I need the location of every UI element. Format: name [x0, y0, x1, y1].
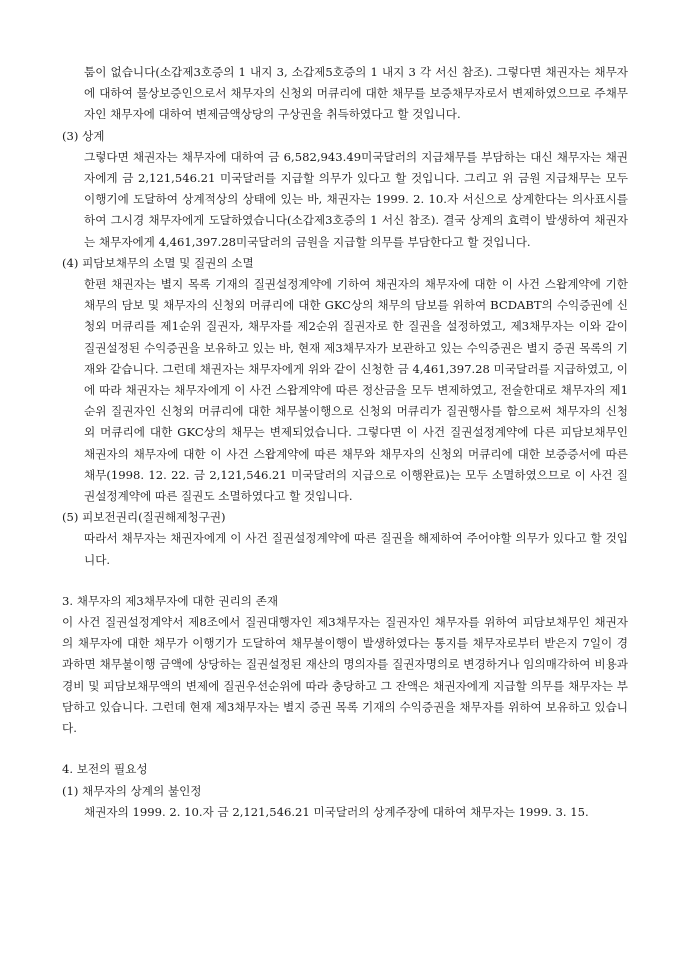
heading-setoff: (3) 상계 — [62, 128, 105, 143]
section-gap — [62, 739, 628, 759]
section-heading-necessity: 4. 보전의 필요성 — [62, 762, 148, 777]
paragraph-preserved-right: 따라서 채무자는 채권자에게 이 사건 질권설정계약에 따른 질권을 해제하여 주어야할 의무가 있다고 할 것입니다. — [84, 531, 628, 567]
section-heading-third-debtor: 3. 채무자의 제3채무자에 대한 권리의 존재 — [62, 593, 279, 608]
paragraph-indemnity: 툼이 없습니다(소갑제3호증의 1 내지 3, 소갑제5호증의 1 내지 3 각 서신 참조). 그렇다면 채권자는 채무자에 대하여 물상보증인으로서 채무자의 신청외 머큐리에 대한 채무를 보증채무자로서 변제하였으므로 주채무자인 채무자에 대하여 변제금액상당의 구상권을 취득하였다고 할 것입니다. — [84, 65, 628, 122]
paragraph-third-debtor: 이 사건 질권설정계약서 제8조에서 질권대행자인 제3채무자는 질권자인 채무자를 위하여 피담보채무인 채권자의 채무자에 대한 채무가 이행기가 도달하여 채무불이행이 발생하였다는 통지를 채무자로부터 받은지 7일이 경과하면 채무불이행 금액에 상당하는 질권설정된 재산의 명의자를 질권자명의로 변경하거나 임의매각하여 비용과 경비 및 피담보채무액의 변제에 질권우선순위에 따라 충당하고 그 잔액은 채권자에게 지급할 의무를 채무자는 부담하고 있습니다. 그런데 현재 제3채무자는 별지 증권 목록 기재의 수익증권을 채무자를 위하여 보유하고 있습니다. — [62, 615, 628, 736]
section-gap — [62, 571, 628, 591]
heading-setoff-denial: (1) 채무자의 상계의 불인정 — [62, 783, 202, 798]
paragraph-setoff: 그렇다면 채권자는 채무자에 대하여 금 6,582,943.49미국달러의 지급채무를 부담하는 대신 채무자는 채권자에게 금 2,121,546.21 미국달러를 지급할 의무가 있다고 할 것입니다. 그리고 위 금원 지급채무는 모두 이행기에 도달하여 상계적상의 상태에 있는 바, 채권자는 1999. 2. 10.자 서신으로 상계한다는 의사표시를 하여 그시경 채무자에게 도달하였습니다(소갑제3호증의 1 서신 참조). 결국 상계의 효력이 발생하여 채권자는 채무자에게 4,461,397.28미국달러의 금원을 지급할 의무를 부담한다고 할 것입니다. — [84, 149, 628, 249]
paragraph-extinction: 한편 채권자는 별지 목록 기재의 질권설정계약에 기하여 채권자의 채무자에 대한 이 사건 스왑계약에 기한 채무의 담보 및 채무자의 신청외 머큐리에 대한 GKC상의 채무의 담보를 위하여 BCDABT의 수익증권에 신청외 머큐리를 제1순위 질권자, 채무자를 제2순위 질권자로 한 질권을 설정하였고, 제3채무자는 이와 같이 질권설정된 수익증권을 보유하고 있는 바, 현재 제3채무자가 보관하고 있는 수익증권은 별지 증권 목록의 기재와 같습니다. 그런데 채권자는 채무자에게 위와 같이 신청한 금 4,461,397.28 미국달러를 지급하였고, 이에 따라 채권자는 채무자에게 이 사건 스왑계약에 따른 정산금을 모두 변제하였고, 전술한대로 채무자의 제1순위 질권자인 신청외 머큐리에 대한 채무불이행으로 신청외 머큐리가 질권행사를 함으로써 채무자의 신청외 머큐리에 대한 GKC상의 채무는 변제되었습니다. 그렇다면 이 사건 질권설정계약에 다른 피담보채무인 채권자의 채무자에 대한 이 사건 스왑계약에 따른 채무와 채무자의 신청외 머큐리에 대한 보증증서에 따른 채무(1998. 12. 22. 금 2,121,546.21 미국달러의 지급으로 이행완료)는 모두 소멸하였으므로 이 사건 질권설정계약에 따른 질권도 소멸하였다고 할 것입니다. — [84, 277, 628, 504]
heading-preserved-right: (5) 피보전권리(질권해제청구권) — [62, 510, 226, 525]
heading-extinction: (4) 피담보채무의 소멸 및 질권의 소멸 — [62, 255, 254, 270]
paragraph-setoff-denial: 채권자의 1999. 2. 10.자 금 2,121,546.21 미국달러의 상계주장에 대하여 채무자는 1999. 3. 15. — [84, 804, 589, 819]
